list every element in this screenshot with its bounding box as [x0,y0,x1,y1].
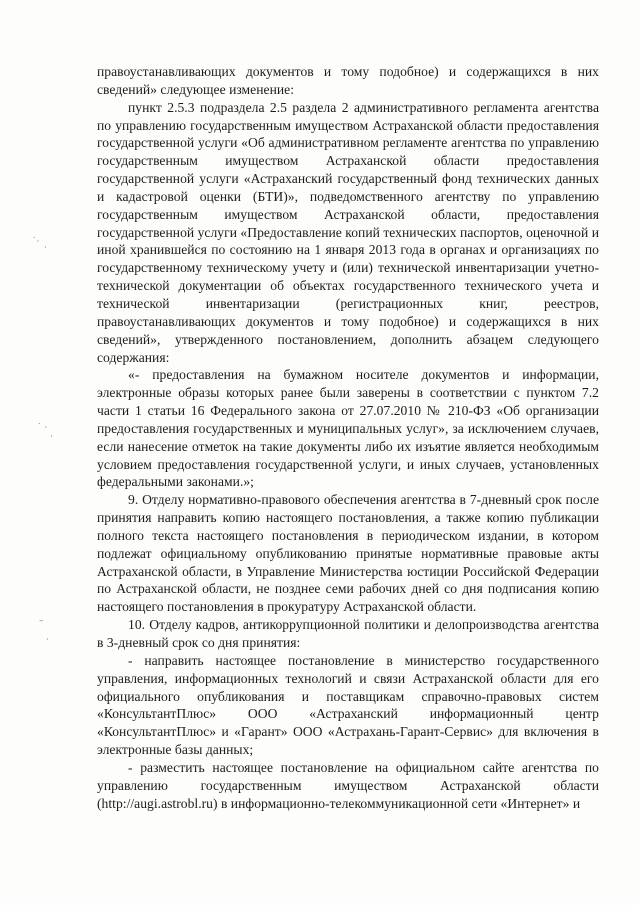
document-paragraph: - разместить настоящее постановление на официальном сайте агентства по управлению государственным имуществом Астраханской области (http://augi.astrobl.ru) в информационно-телекоммуникационной сети «Интернет» и [97,759,599,811]
document-paragraph: «- предоставления на бумажном носителе документов и информации, электронные образы которых ранее были заверены в соответствии с пунктом 7.2 части 1 статьи 16 Федерального закона от 27.07.2010 № 210-ФЗ «Об организации предоставления государственных и муниципальных услуг», за исключением случаев, если нанесение отметок на такие документы либо их изъятие является необходимым условием предоставления государственной услуги, и иных случаев, установленных федеральными законами.»; [97,367,599,490]
document-paragraph: 9. Отделу нормативно-правового обеспечения агентства в 7-дневный срок после принятия направить копию настоящего постановления, а также копию публикации полного текста настоящего постановления в периодическом издании, в котором подлежат официальному опубликованию принятые нормативные правовые акты Астраханской области, в Управление Министерства юстиции Российской Федерации по Астраханской области, не позднее семи рабочих дней со дня подписания копию настоящего постановления в прокуратуру Астраханской области. [97,492,599,615]
document-paragraph: пункт 2.5.3 подраздела 2.5 раздела 2 административного регламента агентства по управлению государственным имуществом Астраханской области предоставления государственной услуги «Об административном регламенте агентства по управлению государственным имуществом Астраханской области предоставления государственной услуги «Астраханский государственный фонд технических данных и кадастровой оценки (БТИ)», подведомственного агентству по управлению государственным имуществом Астраханской области, предоставления государственной услуги «Предоставление копий технических паспортов, оценочной и иной хранившейся по состоянию на 1 января 2013 года в органах и организациях по государственному техническому учету и (или) технической инвентаризации учетно-технической документации об объектах государственного технического учета и технической инвентаризации (регистрационных книг, реестров, правоустанавливающих документов и тому подобное) и содержащихся в них сведений», утвержденного постановлением, дополнить абзацем следующего содержания: [97,99,599,365]
scan-mark: · [44,243,47,253]
document-body [97,63,599,812]
document-paragraph: 10. Отделу кадров, антикоррупционной политики и делопроизводства агентства в 3-дневный срок со дня принятия: [97,617,599,650]
scan-mark: · [46,635,49,645]
scan-mark: · [50,432,53,442]
scan-mark: – [39,616,44,626]
scan-mark: ˙ · [37,423,48,433]
document-paragraph: - направить настоящее постановление в министерство государственного управления, информационных технологий и связи Астраханской области для его официального опубликования и поставщикам справочно-правовых систем «КонсультантПлюс» ООО «Астраханский информационный центр «КонсультантПлюс» и «Гарант» ООО «Астрахань-Гарант-Сервис» для включения в электронные базы данных; [97,652,599,758]
scan-mark: ˙· [32,237,40,247]
document-paragraph: правоустанавливающих документов и тому подобное) и содержащихся в них сведений» следующее изменение: [97,64,599,97]
